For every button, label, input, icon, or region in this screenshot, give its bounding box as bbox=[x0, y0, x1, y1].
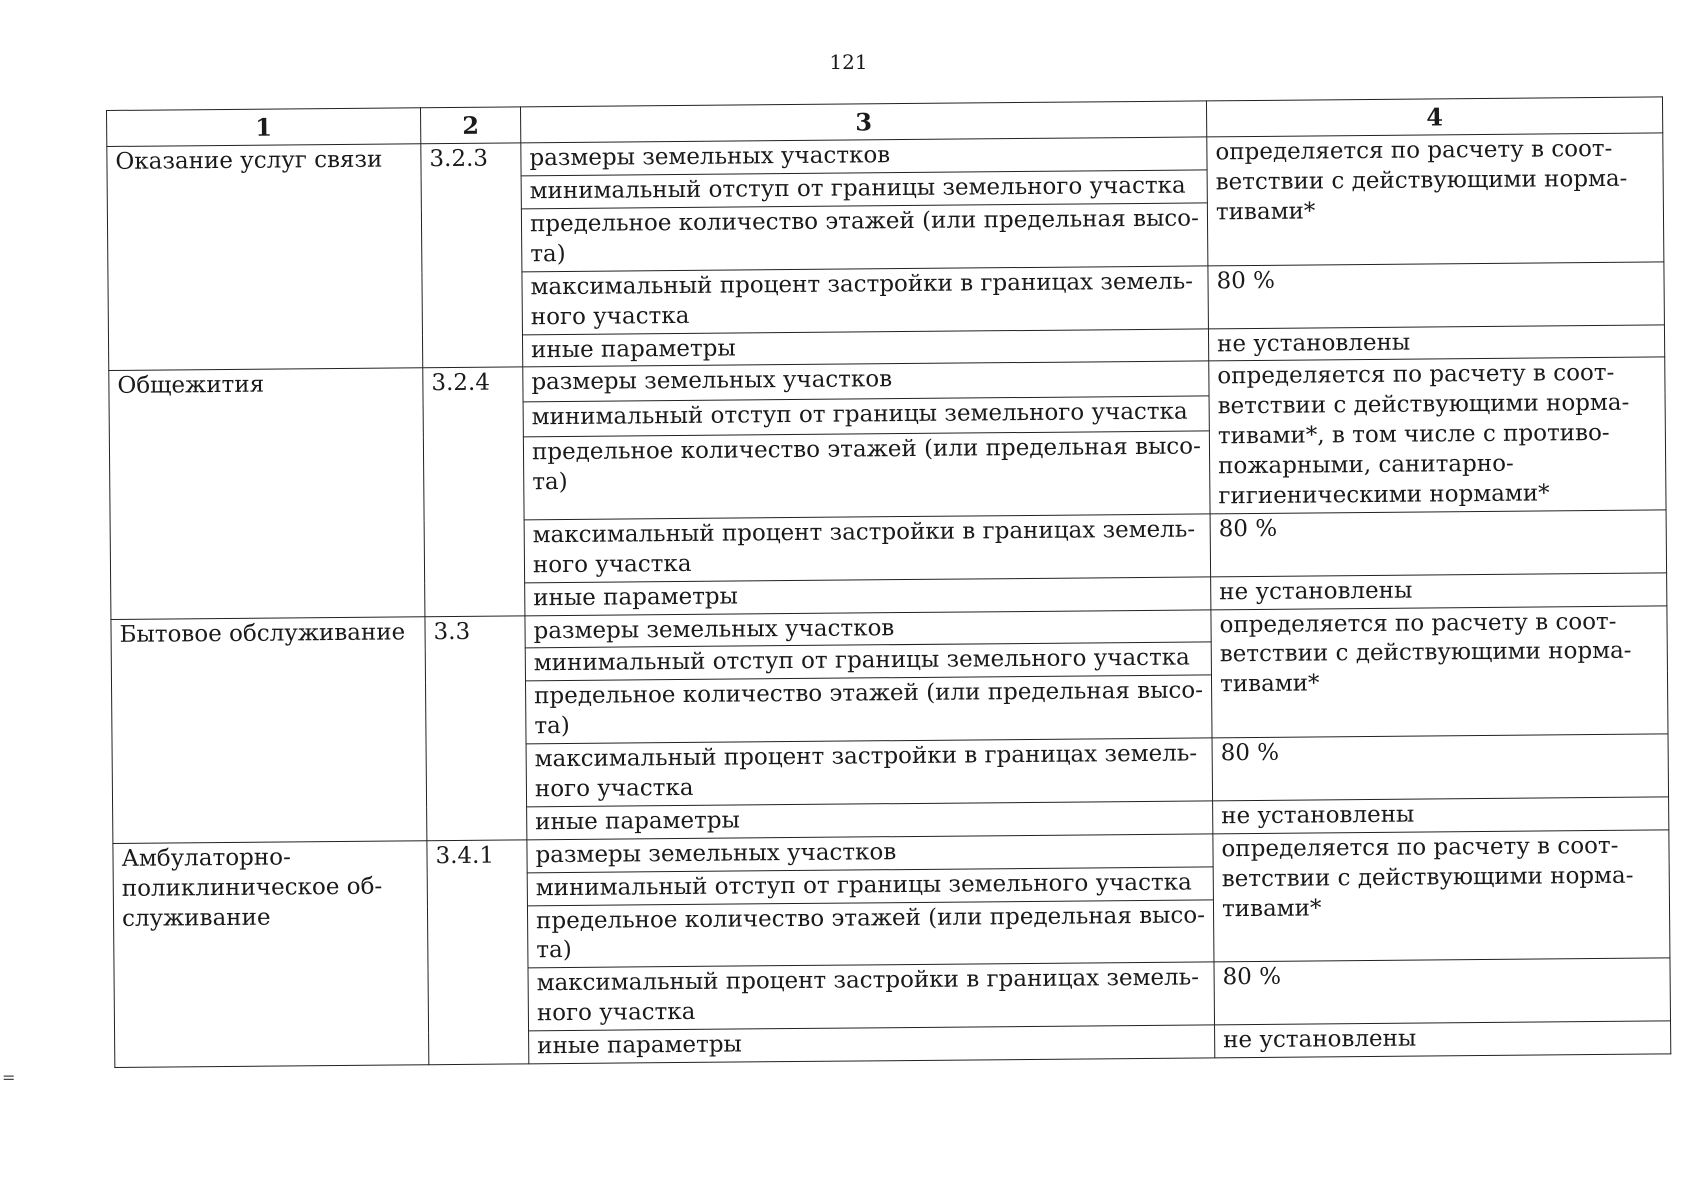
value-other: не установлены bbox=[1213, 797, 1669, 834]
value-normative: определяется по расчету в соот-ветствии с действующими норма-тивами* bbox=[1207, 133, 1664, 266]
use-type-name: Бытовое обслуживание bbox=[111, 616, 427, 843]
regulations-table bbox=[106, 96, 1671, 1068]
param-max-coverage: максимальный процент застройки в границах земель-ного участка bbox=[526, 738, 1213, 807]
header-col-2: 2 bbox=[420, 107, 520, 144]
param-other: иные параметры bbox=[525, 577, 1211, 616]
value-normative: определяется по расчету в соот-ветствии с действующими норма-тивами*, в том числе с противо-пожарными, санитарно-гигиеническими нормами* bbox=[1209, 357, 1666, 513]
header-col-4: 4 bbox=[1206, 97, 1662, 137]
header-col-3: 3 bbox=[520, 101, 1206, 143]
value-other: не установлены bbox=[1208, 324, 1664, 361]
param-max-coverage: максимальный процент застройки в границах земель-ного участка bbox=[522, 266, 1209, 335]
param-min-setback: минимальный отступ от границы земельного участка bbox=[527, 867, 1213, 906]
use-type-name: Общежития bbox=[109, 368, 425, 619]
param-max-floors: предельное количество этажей (или предельная высо-та) bbox=[523, 431, 1210, 520]
value-other: не установлены bbox=[1215, 1021, 1671, 1058]
value-percent: 80 % bbox=[1212, 734, 1669, 801]
param-plot-size: размеры земельных участков bbox=[525, 609, 1211, 648]
param-max-floors: предельное количество этажей (или предельная высо-та) bbox=[521, 203, 1208, 272]
use-type-code: 3.2.4 bbox=[423, 367, 525, 616]
param-max-coverage: максимальный процент застройки в границах земель-ного участка bbox=[524, 514, 1211, 583]
value-other: не установлены bbox=[1211, 573, 1667, 610]
use-type-name: Амбулаторно-поликлиническое об-служивание bbox=[113, 841, 429, 1068]
value-normative: определяется по расчету в соот-ветствии с действующими норма-тивами* bbox=[1213, 830, 1670, 963]
value-normative: определяется по расчету в соот-ветствии с действующими норма-тивами* bbox=[1211, 605, 1668, 738]
param-plot-size: размеры земельных участков bbox=[523, 361, 1209, 402]
param-max-floors: предельное количество этажей (или предельная высо-та) bbox=[527, 899, 1214, 968]
param-plot-size: размеры земельных участков bbox=[527, 834, 1213, 873]
margin-mark: = bbox=[2, 1068, 16, 1087]
param-other: иные параметры bbox=[527, 801, 1213, 840]
use-type-code: 3.4.1 bbox=[427, 840, 529, 1065]
use-type-name: Оказание услуг связи bbox=[107, 144, 423, 371]
param-max-coverage: максимальный процент застройки в границах земель-ного участка bbox=[528, 962, 1215, 1031]
param-other: иные параметры bbox=[522, 328, 1208, 367]
use-type-code: 3.2.3 bbox=[421, 143, 523, 368]
use-type-code: 3.3 bbox=[425, 615, 527, 840]
value-percent: 80 % bbox=[1208, 262, 1665, 329]
page-number: 121 bbox=[829, 50, 868, 74]
value-percent: 80 % bbox=[1210, 510, 1667, 577]
header-col-1: 1 bbox=[107, 108, 421, 147]
param-max-floors: предельное количество этажей (или предельная высо-та) bbox=[526, 675, 1213, 744]
param-min-setback: минимальный отступ от границы земельного участка bbox=[525, 642, 1211, 681]
param-min-setback: минимальный отступ от границы земельного участка bbox=[523, 396, 1209, 437]
param-min-setback: минимальный отступ от границы земельного участка bbox=[521, 170, 1207, 209]
param-plot-size: размеры земельных участков bbox=[521, 137, 1207, 176]
param-other: иные параметры bbox=[529, 1025, 1215, 1064]
value-percent: 80 % bbox=[1214, 958, 1671, 1025]
